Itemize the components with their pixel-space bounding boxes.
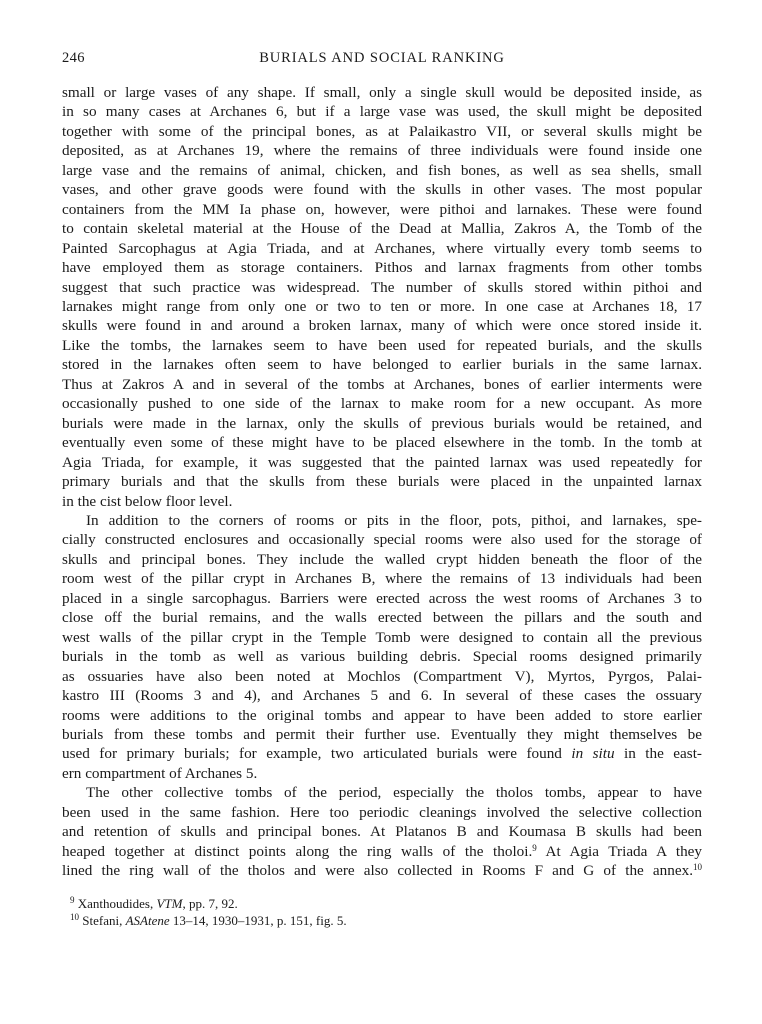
text-line: as ossuaries have also been noted at Mochlos (Compartment V), Myrtos, Pyrgos, Palai- (62, 667, 702, 685)
text-line: skulls and principal bones. They include the walled crypt hidden beneath the floor of the (62, 550, 702, 568)
text-line: ern compartment of Archanes 5. (62, 764, 258, 782)
text-line: burials were made in the larnax, only the skulls of previous burials would be retained, and (62, 414, 702, 432)
text-line: occasionally pushed to one side of the larnax to make room for a new occupant. As more (62, 395, 702, 413)
text-line: in the cist below floor level. (62, 492, 233, 510)
text-line: cially constructed enclosures and occasionally special rooms were also used for the storage of (62, 531, 702, 549)
footnote-reference-10[interactable]: 10 (693, 862, 702, 873)
footnote-text: , pp. 7, 92. (182, 895, 238, 911)
footnote-mark: 10 (70, 911, 79, 922)
footnote-reference-9[interactable]: 9 (532, 842, 537, 853)
text-line: together with some of the principal bones, as at Palaikastro VII, or several skulls might be (62, 122, 702, 140)
text-line (62, 861, 702, 880)
text-line: to contain skeletal material at the House of the Dead at Mallia, Zakros A, the Tomb of the (62, 220, 702, 238)
text-line: stored in the larnakes often seem to have belonged to earlier burials in the same larnax. (62, 356, 702, 374)
footnote-text: 13–14, 1930–1931, p. 151, fig. 5. (169, 912, 347, 928)
text-line: containers from the MM Ia phase on, however, were pithoi and larnakes. These were found (62, 200, 702, 218)
footnote-10 (62, 912, 702, 929)
text-line: Agia Triada, for example, it was suggested that the painted larnax was used repeatedly for (62, 453, 702, 471)
text-fragment: used for primary burials; for example, two articulated burials were found (62, 745, 572, 763)
text-line: The other collective tombs of the period, especially the tholos tombs, appear to have (86, 784, 702, 802)
text-line: burials from these tombs and permit their further use. Eventually they might themselves be (62, 725, 702, 743)
text-line: suggest that such practice was widespread. The number of skulls stored within pithoi and (62, 278, 702, 296)
italic-term: in situ (571, 745, 615, 763)
text-line: and retention of skulls and principal bones. At Platanos B and Koumasa B skulls had been (62, 823, 702, 841)
running-head (62, 50, 702, 72)
text-line: vases, and other grave goods were found with the skulls in other vases. The most popular (62, 181, 702, 199)
text-line: Painted Sarcophagus at Agia Triada, and at Archanes, where virtually every tomb seems to (62, 239, 702, 257)
text-line: have employed them as storage containers. Pithos and larnax fragments from other tombs (62, 259, 702, 277)
text-line: skulls were found in and around a broken larnax, many of which were once stored inside it. (62, 317, 702, 335)
text-line: in so many cases at Archanes 6, but if a large vase was used, the skull might be deposited (62, 103, 702, 121)
text-line: placed in a single sarcophagus. Barriers were erected across the west rooms of Archanes 3 to (62, 589, 702, 607)
footnote-text: Stefani, (79, 912, 126, 928)
body-text (62, 83, 702, 881)
text-line (62, 744, 702, 763)
text-line (62, 842, 702, 861)
text-line: been used in the same fashion. Here too periodic cleanings involved the selective collection (62, 803, 702, 821)
text-line: west walls of the pillar crypt in the Temple Tomb were designed to contain all the previous (62, 628, 702, 646)
text-line: rooms were additions to the original tombs and appear to have been added to store earlier (62, 706, 702, 724)
text-fragment: lined the ring wall of the tholos and were also collected in Rooms F and G of the annex. (62, 862, 693, 880)
text-line: primary burials and that the skulls from these burials were placed in the unpainted larnax (62, 473, 702, 491)
paragraph-1 (62, 83, 702, 511)
text-line: large vase and the remains of animal, chicken, and fish bones, as well as sea shells, small (62, 161, 702, 179)
footnote-9 (62, 895, 702, 912)
page-number: 246 (62, 50, 85, 66)
text-line: larnakes might range from only one or two to ten or more. In one case at Archanes 18, 17 (62, 297, 702, 315)
text-fragment: At Agia Triada A they (536, 842, 702, 860)
footnote-text: Xanthoudides, (74, 895, 157, 911)
text-line: close off the burial remains, and the walls erected between the pillars and the south and (62, 609, 702, 627)
footnote-italic: ASAtene (125, 912, 170, 928)
text-line: kastro III (Rooms 3 and 4), and Archanes 5 and 6. In several of these cases the ossuary (62, 687, 702, 705)
text-line: Thus at Zakros A and in several of the tombs at Archanes, bones of earlier interments were (62, 375, 702, 393)
text-fragment: in the east- (614, 745, 702, 763)
text-fragment: heaped together at distinct points along the ring walls of the tholoi. (62, 842, 533, 860)
text-line: burials in the tomb as well as various building debris. Special rooms designed primarily (62, 648, 702, 666)
text-line: small or large vases of any shape. If small, only a single skull would be deposited inside, as (62, 84, 702, 101)
text-line: room west of the pillar crypt in Archanes B, where the remains of 13 individuals had been (62, 570, 702, 588)
paragraph-3 (62, 783, 702, 880)
running-title: BURIALS AND SOCIAL RANKING (259, 50, 505, 66)
paragraph-2 (62, 511, 702, 783)
text-line: deposited, as at Archanes 19, where the remains of three individuals were found inside one (62, 142, 702, 160)
text-line: In addition to the corners of rooms or pits in the floor, pots, pithoi, and larnakes, spe- (86, 511, 702, 529)
footnote-mark: 9 (70, 894, 75, 905)
text-line: Like the tombs, the larnakes seem to have been used for repeated burials, and the skulls (62, 336, 702, 354)
footnotes (62, 895, 702, 929)
footnote-italic: VTM (156, 895, 183, 911)
book-page (62, 50, 702, 929)
text-line: eventually even some of these might have to be placed elsewhere in the tomb. In the tomb at (62, 434, 702, 452)
